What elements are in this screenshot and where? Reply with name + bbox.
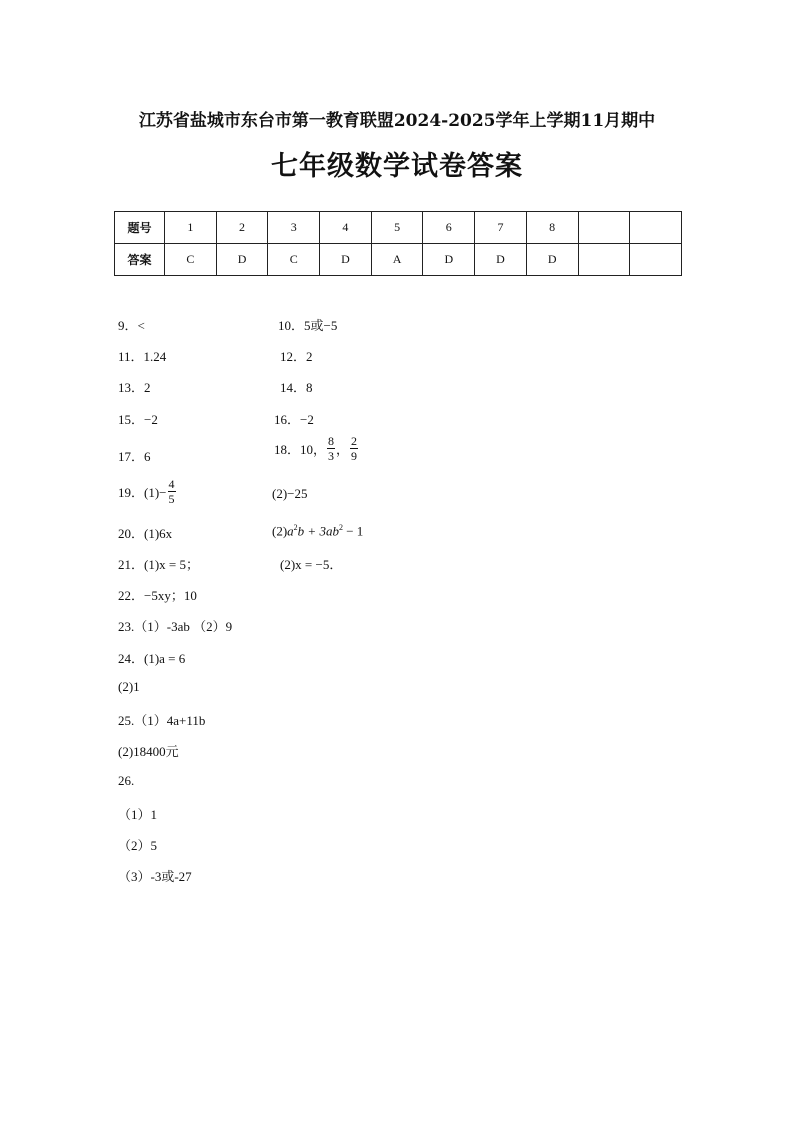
table-row-numbers [115, 212, 682, 244]
answer-q23: 23.（1）-3ab （2）9 [118, 619, 233, 634]
q18-prefix: 18．10， [274, 442, 327, 457]
fraction: $\frac{4}{5}$ [168, 477, 175, 506]
table-cell: 7 [475, 212, 527, 244]
table-cell [578, 244, 630, 276]
table-cell: A [371, 244, 423, 276]
answer-q20-part2: $(2)a^2b + 3ab^2 - 1$ [272, 523, 364, 539]
answer-q24-part1: 24．(1)a = 6 [118, 651, 186, 666]
answer-q16: 16．−2 [274, 412, 314, 427]
table-cell: D [216, 244, 268, 276]
answer-q17: 17．6 [118, 449, 151, 464]
table-cell: C [268, 244, 320, 276]
table-row-answers [115, 244, 682, 276]
answer-q19-part2: (2)−25 [272, 486, 308, 501]
table-cell: 6 [423, 212, 475, 244]
answer-q20-part1: 20．(1)6x [118, 526, 173, 541]
table-cell [630, 212, 682, 244]
answer-q24-part2: (2)1 [118, 679, 140, 694]
table-cell: D [320, 244, 372, 276]
answer-q21-part1: 21．(1)x = 5； [118, 557, 199, 572]
table-cell: 3 [268, 212, 320, 244]
answer-table [114, 211, 682, 276]
answer-q12: 12．2 [280, 349, 313, 364]
table-cell [578, 212, 630, 244]
answer-q26-part1: （1）1 [118, 807, 158, 822]
answer-q10: 10．5或−5 [278, 318, 338, 333]
document-title: 江苏省盐城市东台市第一教育联盟2024-2025学年上学期11月期中 [138, 111, 656, 131]
table-cell: 2 [216, 212, 268, 244]
fraction: $\frac{8}{3}$ [328, 434, 335, 463]
row-label-answer: 答案 [115, 244, 165, 276]
answer-q13: 13．2 [118, 380, 151, 395]
table-cell: D [526, 244, 578, 276]
table-cell: C [165, 244, 217, 276]
table-cell [630, 244, 682, 276]
table-cell: 1 [165, 212, 217, 244]
answer-q26: 26. [118, 773, 135, 788]
answer-q11: 11．1.24 [118, 349, 167, 364]
document-subtitle: 七年级数学试卷答案 [271, 151, 523, 182]
answer-q14: 14．8 [280, 380, 313, 395]
answer-q26-part2: （2）5 [118, 838, 158, 853]
table-cell: D [475, 244, 527, 276]
answer-q26-part3: （3）-3或-27 [118, 869, 192, 884]
table-cell: 4 [320, 212, 372, 244]
answer-q22: 22．−5xy；10 [118, 588, 197, 603]
row-label-number: 题号 [115, 212, 165, 244]
answer-q15: 15．−2 [118, 412, 158, 427]
answer-q19-part1: 19．(1)− $\frac{4}{5}$ [118, 477, 175, 506]
fraction: $\frac{2}{9}$ [351, 434, 358, 463]
table-cell: 5 [371, 212, 423, 244]
table-cell: 8 [526, 212, 578, 244]
answer-q21-part2: (2)x = −5． [280, 557, 343, 572]
answer-q25-part2: (2)18400元 [118, 744, 179, 759]
table-cell: D [423, 244, 475, 276]
answer-q18: 18．10， $\frac{8}{3}$ ， $\frac{2}{9}$ [274, 434, 358, 463]
answer-q25-part1: 25.（1）4a+11b [118, 713, 206, 728]
answer-q9: 9．< [118, 318, 145, 333]
